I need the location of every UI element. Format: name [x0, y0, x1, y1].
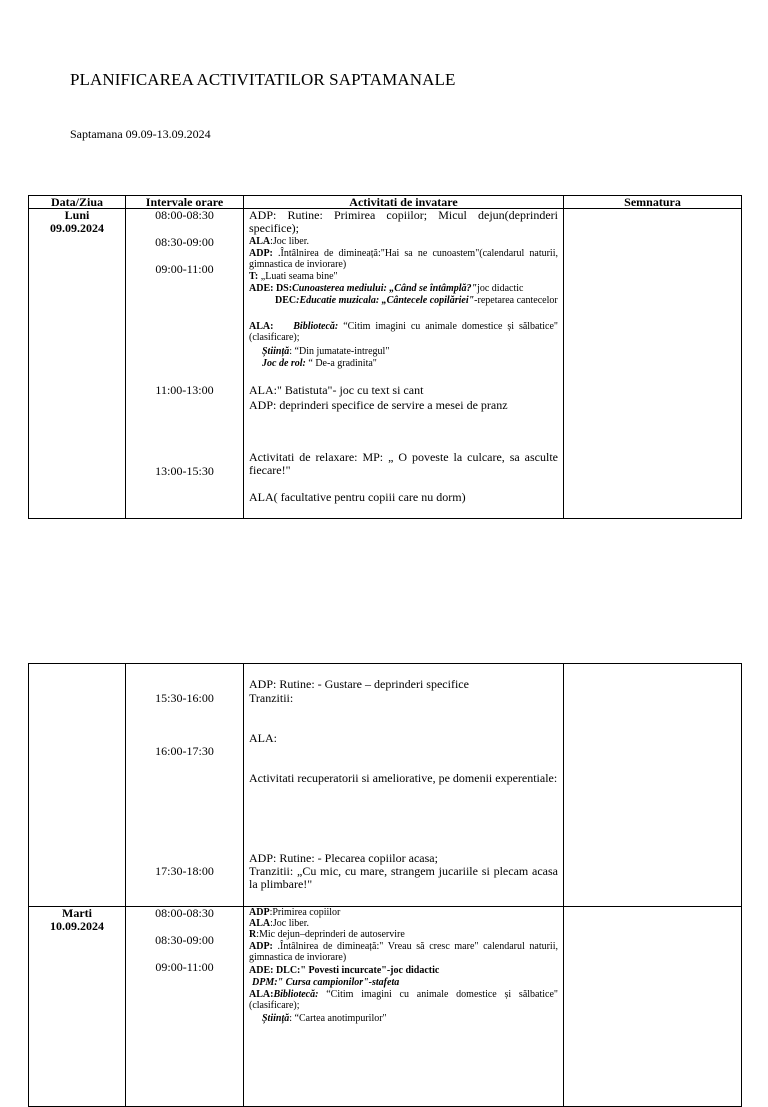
time-slot: 08:30-09:00: [155, 235, 214, 249]
afternoon-day-cell: [29, 664, 126, 907]
time-slot: 13:00-15:30: [155, 464, 214, 478]
activity-text: :Primirea copiilor: [269, 907, 341, 918]
tuesday-activities-cell: [244, 907, 564, 1107]
activity-line: [249, 907, 558, 918]
time-slot: 08:00-08:30: [155, 906, 214, 920]
time-slot: 17:30-18:00: [155, 864, 214, 878]
activity-tag: ADP:: [249, 248, 273, 259]
activity-title: Știință: [262, 346, 290, 357]
header-date-day: Data/Ziua: [29, 196, 126, 209]
activity-tag: ALA:: [249, 321, 274, 332]
activity-title: DPM:" Cursa campionilor"-stafeta: [252, 977, 400, 988]
activity-line: [249, 1013, 558, 1024]
monday-day-name: Luni: [64, 208, 90, 222]
tuesday-time-cell: [126, 907, 244, 1107]
activity-line: ALA:: [249, 731, 277, 745]
afternoon-signature-cell: [564, 664, 742, 907]
activity-text: „Luati seama bine": [260, 271, 338, 282]
activity-line: Activitati de relaxare: MP: „ O poveste la culcare, sa asculte fiecare!": [249, 450, 558, 477]
activity-title: Joc de rol:: [262, 358, 306, 369]
activity-text: :Joc liber.: [270, 236, 310, 247]
monday-activities-cell: [244, 209, 564, 519]
header-signature: Semnatura: [564, 196, 742, 209]
activity-line: [249, 321, 558, 343]
activity-text: : “Cartea anotimpurilor": [289, 1013, 387, 1024]
activity-text: :Joc liber.: [270, 918, 310, 929]
monday-time-cell: [126, 209, 244, 519]
afternoon-row: [29, 664, 742, 907]
time-slot: 08:00-08:30: [155, 208, 214, 222]
activity-line: [249, 358, 558, 369]
tuesday-signature-cell: [564, 907, 742, 1107]
monday-day-cell: [29, 209, 126, 519]
time-slot: 08:30-09:00: [155, 933, 214, 947]
activity-line: ADP: deprinderi specifice de servire a mesei de pranz: [249, 398, 508, 412]
activity-text: “Citim imagini cu animale domestice și sălbatice"(clasificare);: [249, 989, 558, 1011]
weekly-plan-table-1: [28, 195, 742, 519]
activity-title: Bibliotecă:: [293, 321, 339, 332]
monday-row: [29, 209, 742, 519]
activity-text: .Întâlnirea de dimineață:" Vreau să cresc mare" calendarul naturii, gimnastica de inviorare): [249, 941, 558, 963]
activity-line: [249, 977, 558, 988]
activity-line: [249, 283, 558, 294]
activity-tag: ALA: [249, 918, 271, 929]
activity-line: [249, 295, 558, 306]
activity-line: ADP: Rutine: - Plecarea copiilor acasa;: [249, 851, 438, 865]
tuesday-row: [29, 907, 742, 1107]
tuesday-day-cell: [29, 907, 126, 1107]
monday-date: 09.09.2024: [50, 221, 104, 235]
time-slot: 15:30-16:00: [155, 691, 214, 705]
activity-tag: ALA:: [249, 989, 274, 1000]
activity-line: ALA:" Batistuta"- joc cu text si cant: [249, 383, 424, 397]
afternoon-activities-cell: [244, 664, 564, 907]
activity-tag: ADE: DLC:" Povesti incurcate"-joc didactic: [249, 965, 440, 976]
activity-title: :Educatie muzicala: „Cântecele copilăriei": [296, 295, 475, 306]
activity-line: [249, 248, 558, 270]
activity-text: -repetarea cantecelor: [474, 295, 558, 306]
monday-signature-cell: [564, 209, 742, 519]
activity-text: .Întâlnirea de dimineață:"Hai sa ne cunoastem"(calendarul naturii, gimnastica de inviorare): [249, 248, 558, 270]
activity-line: [249, 236, 558, 247]
activity-line: [249, 989, 558, 1011]
activity-line: [249, 271, 558, 282]
activity-tag: ADP: [249, 907, 270, 918]
activity-line: [249, 965, 558, 976]
weekly-plan-table-2: [28, 663, 742, 1107]
time-slot: 09:00-11:00: [155, 262, 214, 276]
header-row: [29, 196, 742, 209]
activity-text: joc didactic: [477, 283, 524, 294]
time-slot: 09:00-11:00: [155, 960, 214, 974]
activity-line: Tranzitii: „Cu mic, cu mare, strangem jucariile si plecam acasa la plimbare!": [249, 864, 558, 891]
activity-tag: ADP:: [249, 941, 273, 952]
time-slot: 11:00-13:00: [155, 383, 214, 397]
page-title: PLANIFICAREA ACTIVITATILOR SAPTAMANALE: [70, 70, 456, 89]
activity-tag: R: [249, 929, 257, 940]
activity-title: Cunoasterea mediului: „Când se întâmplă?": [292, 283, 478, 294]
activity-tag: ADE: DS:: [249, 283, 293, 294]
activity-line: Activitati recuperatorii si ameliorative, pe domenii experentiale:: [249, 771, 558, 785]
time-slot: 16:00-17:30: [155, 744, 214, 758]
activity-tag: DEC: [275, 295, 297, 306]
tuesday-date: 10.09.2024: [50, 919, 104, 933]
activity-line: ADP: Rutine: - Gustare – deprinderi specifice: [249, 677, 469, 691]
activity-text: “Citim imagini cu animale domestice și sălbatice"(clasificare);: [249, 321, 559, 343]
activity-line: [249, 929, 558, 940]
activity-line: Tranzitii:: [249, 691, 294, 705]
activity-line: [249, 941, 558, 963]
activity-line: ADP: Rutine: Primirea copiilor; Micul dejun(deprinderi specifice);: [249, 208, 558, 235]
header-time-intervals: Intervale orare: [126, 196, 244, 209]
activity-title: Bibliotecă:: [273, 989, 319, 1000]
tuesday-day-name: Marti: [62, 906, 92, 920]
header-activities: Activitati de invatare: [244, 196, 564, 209]
activity-text: “ De-a gradinita": [305, 358, 377, 369]
activity-line: [249, 918, 558, 929]
week-range: Saptamana 09.09-13.09.2024: [70, 127, 211, 141]
activity-tag: T:: [249, 271, 261, 282]
activity-line: ALA( facultative pentru copiii care nu dorm): [249, 490, 466, 504]
activity-text: :Mic dejun–deprinderi de autoservire: [256, 929, 405, 940]
afternoon-time-cell: [126, 664, 244, 907]
activity-line: [249, 346, 558, 357]
activity-title: Știință: [262, 1013, 290, 1024]
activity-text: : “Din jumatate-intregul": [289, 346, 390, 357]
activity-tag: ALA: [249, 236, 271, 247]
